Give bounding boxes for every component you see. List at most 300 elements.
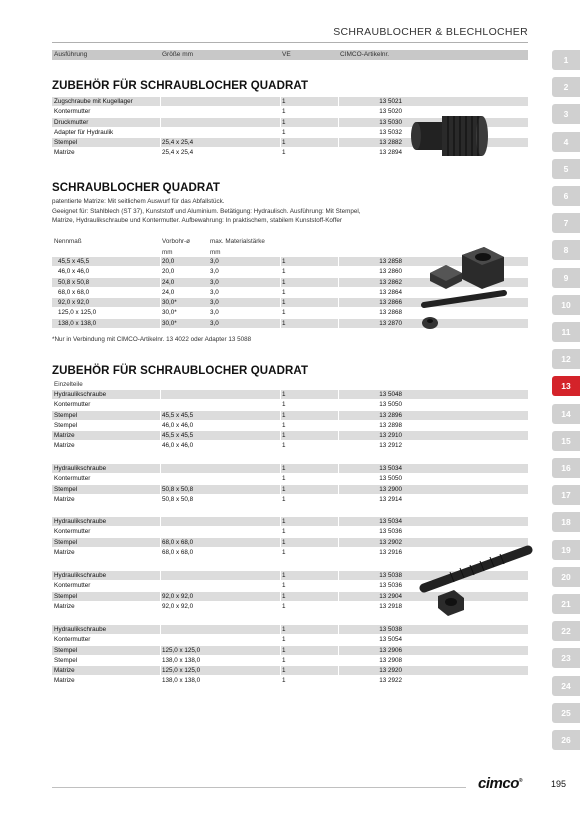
cell-artikel: 13 5034 bbox=[379, 518, 402, 525]
column-header-bar bbox=[52, 50, 528, 60]
column-separator bbox=[280, 138, 281, 147]
column-separator bbox=[160, 148, 161, 157]
table-row bbox=[52, 676, 528, 686]
cell-artikel: 13 5021 bbox=[379, 98, 402, 105]
cell-vorbohr: 30,0* bbox=[162, 319, 177, 327]
cell-nennmass: 68,0 x 68,0 bbox=[58, 288, 90, 296]
cell-ve: 1 bbox=[282, 391, 286, 398]
cell-artikel: 13 2916 bbox=[379, 548, 402, 556]
column-separator bbox=[338, 548, 339, 557]
cell-ve: 1 bbox=[282, 485, 286, 493]
cell-material: 3,0 bbox=[210, 258, 219, 265]
table-row bbox=[52, 656, 528, 666]
column-separator bbox=[280, 592, 281, 601]
column-separator bbox=[280, 421, 281, 430]
column-separator bbox=[160, 635, 161, 644]
cell-ve: 1 bbox=[282, 465, 286, 472]
cell-artikel: 13 2918 bbox=[379, 602, 402, 610]
chapter-tab-25[interactable]: 25 bbox=[552, 703, 580, 723]
column-separator bbox=[280, 625, 281, 634]
cell-ve: 1 bbox=[282, 118, 286, 126]
cell-ausfuehrung: Stempel bbox=[54, 421, 78, 429]
table-row bbox=[52, 666, 528, 676]
cell-ausfuehrung: Zugschraube mit Kugellager bbox=[54, 98, 133, 105]
chapter-tab-7[interactable]: 7 bbox=[552, 213, 580, 233]
column-separator bbox=[280, 257, 281, 266]
cell-ausfuehrung: Adapter für Hydraulik bbox=[54, 128, 114, 136]
column-separator bbox=[280, 278, 281, 287]
column-separator bbox=[160, 666, 161, 675]
cell-nennmass: 92,0 x 92,0 bbox=[58, 299, 90, 307]
column-separator bbox=[160, 676, 161, 685]
col-material-unit: mm bbox=[210, 249, 221, 256]
column-separator bbox=[280, 390, 281, 399]
column-separator bbox=[338, 581, 339, 590]
column-separator bbox=[280, 656, 281, 665]
cell-ve: 1 bbox=[282, 475, 286, 483]
header-rule bbox=[52, 42, 528, 43]
column-separator bbox=[160, 107, 161, 116]
chapter-tab-21[interactable]: 21 bbox=[552, 594, 580, 614]
cell-nennmass: 45,5 x 45,5 bbox=[58, 258, 90, 265]
cell-artikel: 13 2896 bbox=[379, 411, 402, 419]
column-separator bbox=[338, 298, 339, 307]
column-separator bbox=[280, 538, 281, 547]
column-separator bbox=[160, 464, 161, 473]
cell-ausfuehrung: Stempel bbox=[54, 656, 78, 664]
column-separator bbox=[280, 97, 281, 106]
chapter-tab-19[interactable]: 19 bbox=[552, 540, 580, 560]
chapter-tab-18[interactable]: 18 bbox=[552, 512, 580, 532]
cell-ve: 1 bbox=[282, 149, 286, 157]
chapter-tab-3[interactable]: 3 bbox=[552, 104, 580, 124]
table-row bbox=[52, 464, 528, 474]
cell-ve: 1 bbox=[282, 518, 286, 525]
column-separator bbox=[280, 400, 281, 409]
chapter-tab-13[interactable]: 13 bbox=[552, 376, 580, 396]
desc-line: patentierte Matrize: Mit seitlichem Auswurf für das Abfallstück. bbox=[52, 198, 225, 205]
column-separator bbox=[280, 298, 281, 307]
cell-nennmass: 50,8 x 50,8 bbox=[58, 278, 90, 286]
cell-groesse: 45,5 x 45,5 bbox=[162, 432, 194, 440]
column-separator bbox=[338, 319, 339, 328]
cell-vorbohr: 24,0 bbox=[162, 278, 175, 286]
column-separator bbox=[160, 517, 161, 526]
chapter-tab-20[interactable]: 20 bbox=[552, 567, 580, 587]
section2-description bbox=[52, 197, 360, 226]
column-separator bbox=[338, 148, 339, 157]
cell-nennmass: 46,0 x 46,0 bbox=[58, 268, 90, 276]
col-material: max. Materialstärke bbox=[210, 238, 265, 245]
cell-groesse: 68,0 x 68,0 bbox=[162, 548, 194, 556]
cell-ausfuehrung: Matrize bbox=[54, 149, 75, 157]
cell-ve: 1 bbox=[282, 411, 286, 419]
column-separator bbox=[160, 431, 161, 440]
page-header: SCHRAUBLOCHER & BLECHLOCHER bbox=[333, 26, 528, 38]
cell-ausfuehrung: Hydraulikschraube bbox=[54, 518, 107, 525]
table-row bbox=[52, 431, 528, 441]
chapter-tab-11[interactable]: 11 bbox=[552, 322, 580, 342]
cell-ausfuehrung: Stempel bbox=[54, 538, 78, 546]
cell-ve: 1 bbox=[282, 667, 286, 675]
screw-punch-illustration bbox=[410, 108, 490, 164]
cell-artikel: 13 2898 bbox=[379, 421, 402, 429]
cell-artikel: 13 5050 bbox=[379, 401, 402, 409]
cell-material: 3,0 bbox=[210, 278, 219, 286]
column-separator bbox=[280, 646, 281, 655]
cell-artikel: 13 2912 bbox=[379, 442, 402, 450]
column-separator bbox=[160, 625, 161, 634]
cell-ve: 1 bbox=[282, 656, 286, 664]
cell-ve: 1 bbox=[282, 258, 286, 265]
cell-groesse: 68,0 x 68,0 bbox=[162, 538, 194, 546]
cell-groesse: 92,0 x 92,0 bbox=[162, 592, 194, 600]
column-separator bbox=[280, 267, 281, 276]
column-separator bbox=[160, 646, 161, 655]
column-separator bbox=[160, 485, 161, 494]
column-separator bbox=[338, 118, 339, 127]
desc-line: Matrize, Hydraulikschraube und Kontermutter. Aufbewahrung: In praktischem, stabilem Kunststoff-Koffer bbox=[52, 217, 342, 224]
cell-artikel: 13 2902 bbox=[379, 538, 402, 546]
cell-vorbohr: 20,0 bbox=[162, 268, 175, 276]
chapter-tab-9[interactable]: 9 bbox=[552, 268, 580, 288]
page-number: 195 bbox=[551, 779, 567, 789]
cell-ve: 1 bbox=[282, 636, 286, 644]
table-row bbox=[52, 390, 528, 400]
column-separator bbox=[160, 411, 161, 420]
cell-ve: 1 bbox=[282, 98, 286, 105]
section2-footnote: *Nur in Verbindung mit CIMCO-Artikelnr. 13 4022 oder Adapter 13 5088 bbox=[52, 336, 252, 343]
cell-ausfuehrung: Kontermutter bbox=[54, 401, 91, 409]
column-separator bbox=[338, 495, 339, 504]
cell-ve: 1 bbox=[282, 495, 286, 503]
table-row bbox=[52, 441, 528, 451]
parts-group-table bbox=[52, 390, 528, 452]
column-separator bbox=[280, 441, 281, 450]
cell-groesse: 125,0 x 125,0 bbox=[162, 667, 201, 675]
column-separator bbox=[338, 97, 339, 106]
col-ausfuehrung: Ausführung bbox=[54, 51, 88, 58]
cell-ve: 1 bbox=[282, 548, 286, 556]
column-separator bbox=[338, 390, 339, 399]
cell-ausfuehrung: Kontermutter bbox=[54, 582, 91, 590]
column-separator bbox=[338, 288, 339, 297]
column-separator bbox=[280, 431, 281, 440]
column-separator bbox=[338, 441, 339, 450]
column-separator bbox=[160, 257, 161, 266]
cell-ve: 1 bbox=[282, 278, 286, 286]
cell-artikel: 13 2860 bbox=[379, 268, 402, 276]
cell-groesse: 138,0 x 138,0 bbox=[162, 677, 201, 685]
cell-artikel: 13 2922 bbox=[379, 677, 402, 685]
cell-groesse: 50,8 x 50,8 bbox=[162, 485, 194, 493]
brand-text: cimco bbox=[478, 775, 519, 792]
cell-artikel: 13 5034 bbox=[379, 465, 402, 472]
col-artikel: CIMCO-Artikelnr. bbox=[340, 51, 390, 58]
chapter-tab-16[interactable]: 16 bbox=[552, 458, 580, 478]
column-separator bbox=[280, 517, 281, 526]
table-row bbox=[52, 495, 528, 505]
column-separator bbox=[338, 646, 339, 655]
cell-material: 3,0 bbox=[210, 299, 219, 307]
column-separator bbox=[160, 128, 161, 137]
cell-ausfuehrung: Stempel bbox=[54, 411, 78, 419]
cell-ausfuehrung: Hydraulikschraube bbox=[54, 626, 107, 633]
cell-ve: 1 bbox=[282, 299, 286, 307]
chapter-tab-22[interactable]: 22 bbox=[552, 621, 580, 641]
cell-artikel: 13 5036 bbox=[379, 582, 402, 590]
cell-ausfuehrung: Matrize bbox=[54, 548, 75, 556]
col-vorbohr-unit: mm bbox=[162, 249, 173, 256]
column-separator bbox=[338, 602, 339, 611]
section3-subtitle: Einzelteile bbox=[54, 381, 83, 388]
cell-artikel: 13 2864 bbox=[379, 288, 402, 296]
cell-artikel: 13 5038 bbox=[379, 626, 402, 633]
cell-ausfuehrung: Hydraulikschraube bbox=[54, 465, 107, 472]
column-separator bbox=[160, 581, 161, 590]
column-separator bbox=[160, 441, 161, 450]
chapter-tab-10[interactable]: 10 bbox=[552, 295, 580, 315]
cell-artikel: 13 5050 bbox=[379, 475, 402, 483]
cell-ve: 1 bbox=[282, 582, 286, 590]
column-separator bbox=[160, 495, 161, 504]
column-separator bbox=[280, 107, 281, 116]
column-separator bbox=[160, 474, 161, 483]
column-separator bbox=[280, 319, 281, 328]
column-separator bbox=[160, 118, 161, 127]
cell-ausfuehrung: Stempel bbox=[54, 485, 78, 493]
column-separator bbox=[338, 308, 339, 317]
column-separator bbox=[160, 548, 161, 557]
column-separator bbox=[160, 267, 161, 276]
table-row bbox=[52, 421, 528, 431]
column-separator bbox=[160, 538, 161, 547]
column-separator bbox=[338, 656, 339, 665]
cell-nennmass: 125,0 x 125,0 bbox=[58, 309, 97, 317]
cell-ausfuehrung: Matrize bbox=[54, 432, 75, 440]
column-separator bbox=[280, 308, 281, 317]
column-separator bbox=[338, 635, 339, 644]
column-separator bbox=[338, 666, 339, 675]
cell-ausfuehrung: Matrize bbox=[54, 602, 75, 610]
column-separator bbox=[160, 288, 161, 297]
parts-group-table bbox=[52, 464, 528, 505]
column-separator bbox=[160, 97, 161, 106]
column-separator bbox=[338, 107, 339, 116]
cell-artikel: 13 2914 bbox=[379, 495, 402, 503]
column-separator bbox=[280, 548, 281, 557]
table-row bbox=[52, 527, 528, 537]
column-separator bbox=[160, 319, 161, 328]
chapter-tab-1[interactable]: 1 bbox=[552, 50, 580, 70]
hydraulic-screw-illustration bbox=[410, 540, 535, 620]
cell-artikel: 13 2862 bbox=[379, 278, 402, 286]
cell-artikel: 13 5038 bbox=[379, 572, 402, 579]
cell-groesse: 92,0 x 92,0 bbox=[162, 602, 194, 610]
chapter-tab-24[interactable]: 24 bbox=[552, 676, 580, 696]
cell-ve: 1 bbox=[282, 401, 286, 409]
chapter-tab-2[interactable]: 2 bbox=[552, 77, 580, 97]
column-separator bbox=[280, 474, 281, 483]
cell-artikel: 13 2906 bbox=[379, 646, 402, 654]
column-separator bbox=[338, 474, 339, 483]
column-separator bbox=[338, 421, 339, 430]
cell-groesse: 46,0 x 46,0 bbox=[162, 442, 194, 450]
cell-artikel: 13 2882 bbox=[379, 139, 402, 147]
column-separator bbox=[280, 128, 281, 137]
chapter-tab-6[interactable]: 6 bbox=[552, 186, 580, 206]
column-separator bbox=[280, 676, 281, 685]
col-vorbohr: Vorbohr-ø bbox=[162, 238, 190, 245]
column-separator bbox=[160, 400, 161, 409]
cell-vorbohr: 30,0* bbox=[162, 309, 177, 317]
col-ve: VE bbox=[282, 51, 291, 58]
cell-groesse: 45,5 x 45,5 bbox=[162, 411, 194, 419]
column-separator bbox=[280, 635, 281, 644]
chapter-tab-15[interactable]: 15 bbox=[552, 431, 580, 451]
column-separator bbox=[280, 485, 281, 494]
cell-groesse: 125,0 x 125,0 bbox=[162, 646, 201, 654]
cell-artikel: 13 2870 bbox=[379, 319, 402, 327]
cell-ve: 1 bbox=[282, 128, 286, 136]
column-separator bbox=[160, 308, 161, 317]
column-separator bbox=[338, 485, 339, 494]
cell-ve: 1 bbox=[282, 602, 286, 610]
cell-nennmass: 138,0 x 138,0 bbox=[58, 319, 97, 327]
footer-rule bbox=[52, 787, 466, 788]
chapter-tab-26[interactable]: 26 bbox=[552, 730, 580, 750]
parts-group-table bbox=[52, 625, 528, 687]
column-separator bbox=[338, 625, 339, 634]
cell-vorbohr: 30,0* bbox=[162, 299, 177, 307]
cell-artikel: 13 2900 bbox=[379, 485, 402, 493]
cell-ausfuehrung: Hydraulikschraube bbox=[54, 391, 107, 398]
cell-ausfuehrung: Kontermutter bbox=[54, 108, 91, 116]
cell-groesse: 46,0 x 46,0 bbox=[162, 421, 194, 429]
cell-ve: 1 bbox=[282, 442, 286, 450]
chapter-tab-23[interactable]: 23 bbox=[552, 648, 580, 668]
column-separator bbox=[338, 257, 339, 266]
cell-material: 3,0 bbox=[210, 268, 219, 276]
cell-groesse: 50,8 x 50,8 bbox=[162, 495, 194, 503]
col-nennmass: Nennmaß bbox=[54, 238, 82, 245]
cell-ve: 1 bbox=[282, 288, 286, 296]
table-row bbox=[52, 474, 528, 484]
table-row bbox=[52, 485, 528, 495]
cell-ausfuehrung: Matrize bbox=[54, 667, 75, 675]
column-separator bbox=[280, 666, 281, 675]
chapter-tab-14[interactable]: 14 bbox=[552, 404, 580, 424]
cell-vorbohr: 24,0 bbox=[162, 288, 175, 296]
column-separator bbox=[160, 278, 161, 287]
cell-ausfuehrung: Stempel bbox=[54, 592, 78, 600]
cell-ve: 1 bbox=[282, 309, 286, 317]
cell-ausfuehrung: Matrize bbox=[54, 442, 75, 450]
cell-ve: 1 bbox=[282, 108, 286, 116]
cell-ausfuehrung: Matrize bbox=[54, 677, 75, 685]
cell-artikel: 13 5054 bbox=[379, 636, 402, 644]
column-separator bbox=[280, 527, 281, 536]
chapter-tab-5[interactable]: 5 bbox=[552, 159, 580, 179]
column-separator bbox=[338, 676, 339, 685]
cell-artikel: 13 5020 bbox=[379, 108, 402, 116]
cell-ausfuehrung: Matrize bbox=[54, 495, 75, 503]
cell-material: 3,0 bbox=[210, 319, 219, 327]
column-separator bbox=[338, 592, 339, 601]
cell-ve: 1 bbox=[282, 572, 286, 579]
cell-artikel: 13 2894 bbox=[379, 149, 402, 157]
cell-artikel: 13 2920 bbox=[379, 667, 402, 675]
cell-ve: 1 bbox=[282, 432, 286, 440]
cell-ausfuehrung: Hydraulikschraube bbox=[54, 572, 107, 579]
cell-vorbohr: 20,0 bbox=[162, 258, 175, 265]
brand-logo bbox=[478, 775, 522, 792]
column-separator bbox=[338, 464, 339, 473]
cell-ve: 1 bbox=[282, 528, 286, 536]
cell-artikel: 13 2908 bbox=[379, 656, 402, 664]
column-separator bbox=[280, 148, 281, 157]
cell-ve: 1 bbox=[282, 677, 286, 685]
cell-artikel: 13 2910 bbox=[379, 432, 402, 440]
cell-groesse: 138,0 x 138,0 bbox=[162, 656, 201, 664]
cell-ausfuehrung: Kontermutter bbox=[54, 475, 91, 483]
punch-set-illustration bbox=[420, 243, 510, 333]
cell-artikel: 13 5036 bbox=[379, 528, 402, 536]
table-row bbox=[52, 97, 528, 107]
cell-groesse: 25,4 x 25,4 bbox=[162, 139, 194, 147]
cell-artikel: 13 5030 bbox=[379, 118, 402, 126]
cell-ve: 1 bbox=[282, 139, 286, 147]
column-separator bbox=[280, 581, 281, 590]
column-separator bbox=[338, 571, 339, 580]
cell-ve: 1 bbox=[282, 421, 286, 429]
column-separator bbox=[160, 390, 161, 399]
table-row bbox=[52, 635, 528, 645]
column-separator bbox=[280, 571, 281, 580]
table-row bbox=[52, 646, 528, 656]
column-separator bbox=[280, 118, 281, 127]
chapter-tab-17[interactable]: 17 bbox=[552, 485, 580, 505]
column-separator bbox=[280, 464, 281, 473]
column-separator bbox=[280, 602, 281, 611]
table-row bbox=[52, 517, 528, 527]
desc-line: Geeignet für: Stahlblech (ST 37), Kunststoff und Aluminium. Betätigung: Hydraulisch. Ausführung: Mit Stempel, bbox=[52, 207, 361, 215]
column-separator bbox=[160, 138, 161, 147]
cell-artikel: 13 2904 bbox=[379, 592, 402, 600]
column-separator bbox=[338, 400, 339, 409]
chapter-tab-12[interactable]: 12 bbox=[552, 349, 580, 369]
column-separator bbox=[338, 128, 339, 137]
column-separator bbox=[338, 431, 339, 440]
column-separator bbox=[280, 288, 281, 297]
column-separator bbox=[160, 298, 161, 307]
cell-ausfuehrung: Stempel bbox=[54, 646, 78, 654]
cell-ve: 1 bbox=[282, 626, 286, 633]
cell-ve: 1 bbox=[282, 268, 286, 276]
chapter-tab-8[interactable]: 8 bbox=[552, 240, 580, 260]
cell-ausfuehrung: Stempel bbox=[54, 139, 78, 147]
column-separator bbox=[338, 527, 339, 536]
col-groesse: Größe mm bbox=[162, 51, 194, 58]
column-separator bbox=[160, 527, 161, 536]
table-row bbox=[52, 411, 528, 421]
cell-material: 3,0 bbox=[210, 288, 219, 296]
column-separator bbox=[338, 538, 339, 547]
chapter-tab-4[interactable]: 4 bbox=[552, 132, 580, 152]
column-separator bbox=[160, 656, 161, 665]
column-separator bbox=[160, 421, 161, 430]
cell-ausfuehrung: Kontermutter bbox=[54, 528, 91, 536]
